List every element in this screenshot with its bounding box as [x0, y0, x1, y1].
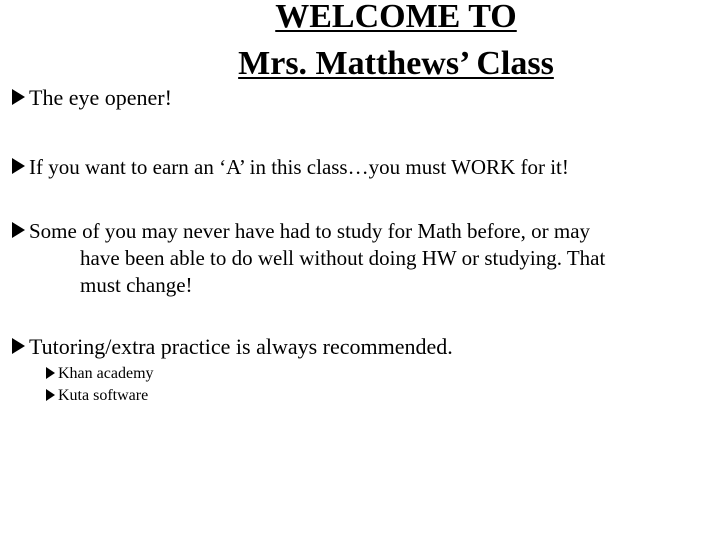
arrow-bullet-icon: [46, 367, 55, 379]
arrow-bullet-icon: [12, 89, 25, 105]
arrow-bullet-icon: [46, 389, 55, 401]
arrow-bullet-icon: [12, 338, 25, 354]
bullet-study-paragraph: [12, 218, 702, 299]
sub-bullet-kuta: [46, 386, 148, 406]
bullet-eye-opener: [12, 85, 172, 111]
sub-bullet-text: Kuta software: [58, 387, 149, 404]
paragraph-line-2: have been able to do well without doing HW or studying. That: [80, 246, 606, 270]
slide-title-line-2: Mrs. Matthews’ Class: [238, 45, 554, 82]
sub-bullet-khan: [46, 364, 154, 384]
bullet-text: If you want to earn an ‘A’ in this class…you must WORK for it!: [29, 155, 569, 179]
sub-bullet-text: Khan academy: [58, 365, 154, 382]
bullet-text: The eye opener!: [29, 85, 172, 110]
arrow-bullet-icon: [12, 222, 25, 238]
slide-title-line-1: WELCOME TO: [275, 0, 517, 35]
bullet-earn-a: [12, 154, 569, 180]
bullet-text: Tutoring/extra practice is always recommended.: [29, 334, 453, 359]
bullet-tutoring: [12, 334, 453, 360]
paragraph-line-3: must change!: [80, 273, 193, 297]
arrow-bullet-icon: [12, 158, 25, 174]
paragraph-line-1: Some of you may never have had to study for Math before, or may: [29, 219, 591, 243]
